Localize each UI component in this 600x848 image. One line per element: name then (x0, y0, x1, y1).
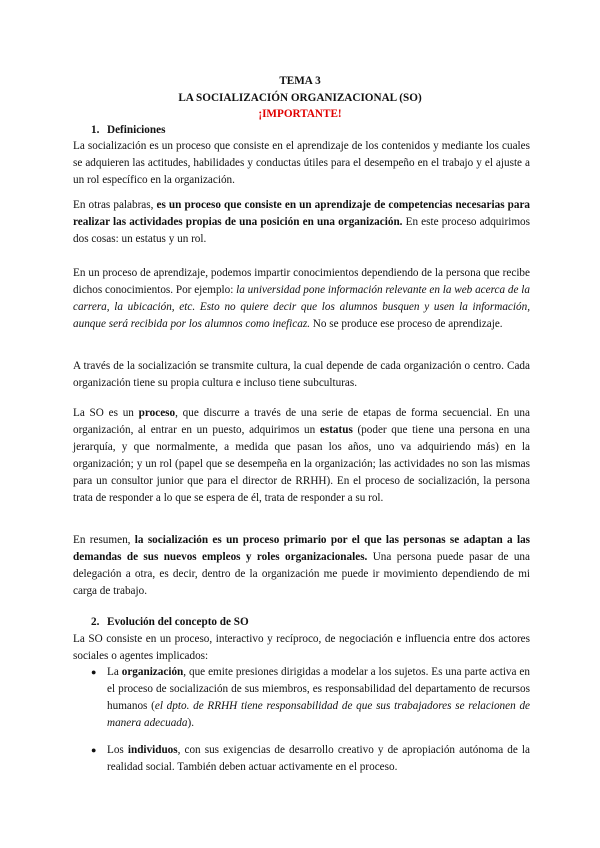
section-2-title: Evolución del concepto de SO (107, 616, 249, 628)
bullet-organization: La organización, que emite presiones dirigidas a modelar a los sujetos. Es una parte activa en el proceso de socialización de sus miembros, es responsabilidad del departamento de recursos humanos (el dpto. de RRHH tiene responsabilidad de que sus trabajadores se relacionen de manera adecuada). (107, 666, 531, 729)
paragraph-summary: En resumen, la socialización es un proceso primario por el que las personas se adaptan a las demandas de sus nuevos empleos y roles organizacionales. Una persona puede pasar de una delegación a otra, es decir, dentro de la organización me puede ir movimiento dependiendo de mi carga de trabajo. (73, 534, 531, 597)
bullet-icon: ● (91, 745, 97, 755)
bullet-individuals: Los individuos, con sus exigencias de desarrollo creativo y de apropiación autónoma de la realidad social. También deben actuar activamente en el proceso. (107, 744, 530, 773)
paragraph-learning-process: En un proceso de aprendizaje, podemos impartir conocimientos dependiendo de la persona que recibe dichos conocimientos. Por ejemplo: la universidad pone información relevante en la web acerca de la carrera, la ubicación, etc. Esto no quiere decir que los alumnos busquen y usen la información, aunque será recibida por los alumnos como ineficaz. No se produce ese proceso de aprendizaje. (73, 267, 530, 330)
bullet-icon: ● (91, 667, 97, 677)
paragraph-other-words: En otras palabras, es un proceso que consiste en un aprendizaje de competencias necesarias para realizar las actividades propias de una posición en una organización. En este proceso adquirimos dos cosas: un estatus y un rol. (73, 199, 531, 245)
paragraph-so-process: La SO es un proceso, que discurre a través de una serie de etapas de forma secuencial. En una organización, al entrar en un puesto, adquirimos un estatus (poder que tiene una persona en una jerarquía, y que normalmente, a medida que pasan los años, uno va adquiriendo más) en la organización; y un rol (papel que se desempeña en la organización; las actividades no son las mismas para un consultor junior que para el director de RRHH). En el proceso de socialización, la persona trata de responder a lo que se espera de él, trata de responder a su rol. (73, 407, 531, 504)
section-1-title: Definiciones (107, 124, 166, 136)
paragraph-culture: A través de la socialización se transmite cultura, la cual depende de cada organización o centro. Cada organización tiene su propia cultura e incluso tiene subculturas. (73, 360, 530, 389)
paragraph-definition: La socialización es un proceso que consiste en el aprendizaje de los contenidos y mediante los cuales se adquieren las actitudes, habilidades y conductas útiles para el desempeño en el trabajo y el ajuste a un rol específico en la organización. (73, 140, 530, 186)
tema-label: TEMA 3 (279, 75, 321, 87)
section-2-number: 2. (91, 616, 100, 628)
section-1-number: 1. (91, 124, 100, 136)
paragraph-so-intro: La SO consiste en un proceso, interactivo y recíproco, de negociación e influencia entre dos actores sociales o agentes implicados: (73, 633, 530, 662)
important-label: ¡IMPORTANTE! (258, 108, 342, 120)
document-title: LA SOCIALIZACIÓN ORGANIZACIONAL (SO) (178, 92, 422, 104)
